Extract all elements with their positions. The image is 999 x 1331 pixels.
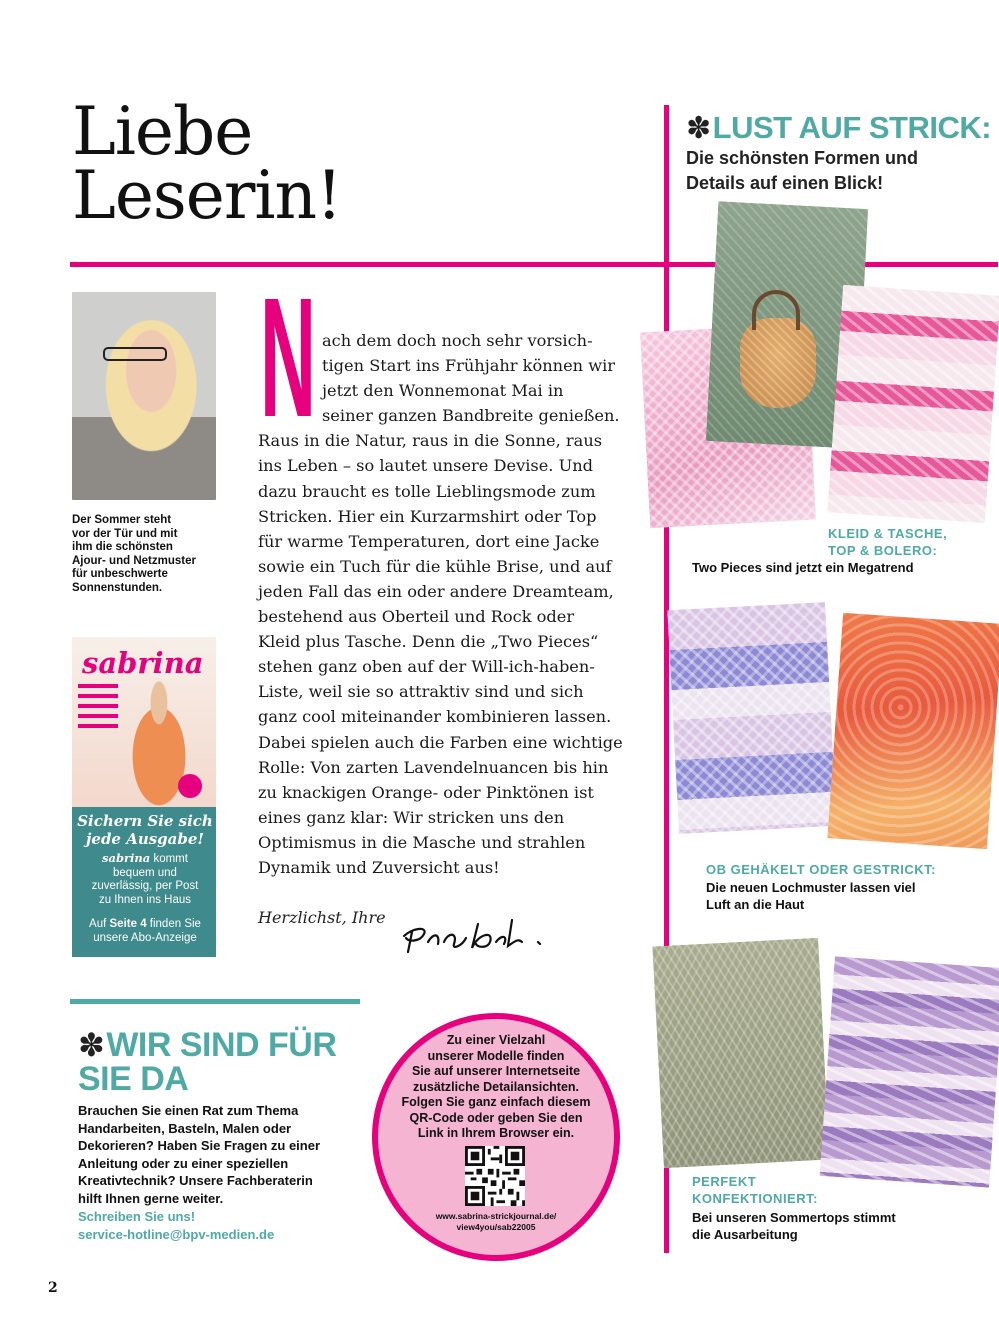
subscription-text (76, 852, 214, 907)
qr-info-line: Link in Ihrem Browser ein. (417, 1126, 575, 1140)
caption-accent-line: PERFEKT (692, 1174, 757, 1189)
qr-info-line: Folgen Sie ganz einfach diesem (401, 1095, 591, 1109)
caption-accent-line: TOP & BOLERO: (828, 543, 938, 558)
bag-shape (740, 318, 816, 408)
subscription-headline-line: Sichern Sie sich (77, 812, 213, 830)
service-text-line: Handarbeiten, Basteln, Malen oder (78, 1120, 292, 1136)
portrait-caption-line: Ajour- und Netzmuster (72, 554, 196, 567)
caption-accent-line: KLEID & TASCHE, (828, 526, 948, 541)
body-line: eines ganz klar: Wir stricken uns den (258, 807, 565, 827)
body-line: jetzt den Wonnemonat Mai in (322, 381, 564, 401)
page-number: 2 (48, 1280, 58, 1296)
subscription-text-line: zuverlässig, per Post (91, 880, 199, 892)
portrait-caption-line: Der Sommer steht (72, 514, 172, 526)
qr-url-line: www.sabrina-strickjournal.de/ (435, 1211, 557, 1221)
caption-accent-line: KONFEKTIONIERT: (692, 1191, 818, 1206)
body-line: für warme Temperaturen, dort eine Jacke (258, 531, 600, 551)
qr-url[interactable] (406, 1211, 586, 1233)
handwritten-signature (398, 912, 558, 956)
portrait-caption-line: ihm die schönsten (72, 541, 173, 553)
qr-info-line: QR-Code oder geben Sie den (409, 1110, 583, 1125)
editor-portrait-photo (72, 292, 216, 500)
glasses-shape (103, 347, 167, 361)
qr-info-line: Zu einer Vielzahl (446, 1033, 546, 1047)
body-line: dazu braucht es tolle Lieblingsmode zum (258, 481, 596, 501)
drop-cap-letter: N (260, 292, 316, 422)
body-line: Liste, weil sie so attraktiv sind und sich (258, 682, 584, 702)
body-line: bestehend aus Oberteil und Rock oder (258, 607, 575, 627)
section-subtitle (686, 146, 976, 196)
body-line: zu knackigen Orange- oder Pinktönen ist (258, 782, 594, 802)
footnote-page-ref[interactable]: Seite 4 (109, 918, 147, 930)
service-text-line: Kreativtechnik? Unsere Fachberaterin (78, 1173, 313, 1188)
lust-subtitle-line: Details auf einen Blick! (686, 173, 884, 193)
footnote-line-2: unsere Abo-Anzeige (93, 931, 197, 944)
portrait-caption-line: vor der Tür und mit (72, 527, 178, 540)
subscription-headline (76, 812, 214, 848)
flower-icon: ✽ (686, 111, 711, 146)
photo-orange-top (827, 613, 999, 850)
subscription-headline-line: jede Ausgabe! (85, 830, 205, 848)
subscription-text-line: kommt (153, 853, 188, 865)
footnote-post: finden Sie (146, 918, 201, 930)
qr-info-line: Sie auf unserer Internetseite (411, 1064, 581, 1078)
signoff: Herzlichst, Ihre (258, 908, 386, 927)
subscription-text-line: zu Ihnen ins Haus (98, 893, 192, 906)
photo-lavender-cardigan (667, 602, 837, 834)
section-title-wir-sind-fuer-sie-da (78, 1028, 378, 1096)
cover-badge-shape (178, 774, 202, 798)
editorial-body-text (258, 328, 623, 880)
photo-pink-stripe-bolero (827, 285, 999, 523)
qr-info-line: zusätzliche Detailansichten. (412, 1079, 580, 1094)
subscription-brand: sabrina (102, 851, 151, 865)
caption-text-3 (692, 1209, 896, 1243)
service-text-line: hilft Ihnen gerne weiter. (78, 1190, 224, 1206)
body-line: jeden Fall das ein oder andere Dreamteam, (258, 581, 614, 601)
caption-accent-2 (706, 861, 936, 878)
body-line: sowie ein Tuch für die kühle Brise, und auf (258, 556, 612, 576)
portrait-caption (72, 514, 222, 595)
service-email-link[interactable]: service-hotline@bpv-medien.de (78, 1227, 275, 1242)
body-line: Raus in die Natur, raus in die Sonne, raus (258, 431, 603, 451)
caption-accent-3 (692, 1173, 818, 1207)
body-line: ins Leben – so lautet unsere Devise. Und (258, 456, 594, 476)
qr-info-text (398, 1033, 594, 1142)
photo-lilac-wave-top (820, 956, 999, 1187)
wir-title-line: SIE DA (78, 1060, 189, 1098)
portrait-caption-line: Sonnenstunden. (72, 581, 163, 594)
caption-accent-1 (828, 525, 947, 559)
cover-headlines-shape (78, 684, 118, 734)
caption-text-line: Die neuen Lochmuster lassen viel (706, 880, 916, 895)
service-text (78, 1102, 363, 1207)
teal-rule (70, 999, 360, 1004)
body-line: Optimismus in die Masche und strahlen (258, 832, 586, 852)
portrait-caption-line: für unbeschwerte (72, 568, 168, 580)
service-text-line: Anleitung oder zu einer speziellen (78, 1155, 289, 1171)
service-text-line: Dekorieren? Haben Sie Fragen zu einer (78, 1138, 321, 1153)
lust-title-text: LUST AUF STRICK: (712, 110, 992, 145)
qr-url-line: view4you/sab22005 (456, 1222, 536, 1232)
write-us-link[interactable]: Schreiben Sie uns! (78, 1209, 196, 1224)
photo-olive-top (652, 938, 829, 1168)
caption-text-2 (706, 879, 916, 913)
headline-line-1: Liebe (72, 93, 253, 170)
magazine-logo: sabrina (82, 646, 204, 680)
bag-handle-shape (752, 290, 800, 330)
body-line: Dynamik und Zuversicht aus! (258, 857, 500, 877)
caption-accent-line: OB GEHÄKELT ODER GESTRICKT: (706, 862, 936, 877)
body-line: stehen ganz oben auf der Will-ich-haben- (258, 657, 595, 677)
lust-subtitle-line: Die schönsten Formen und (686, 148, 919, 168)
body-line: Dabei spielen auch die Farben eine wichtige (258, 732, 623, 752)
wir-title-line: WIR SIND FÜR (106, 1026, 337, 1064)
body-line: Rolle: Von zarten Lavendelnuancen bis hin (258, 757, 609, 777)
body-line: tigen Start ins Frühjahr können wir (322, 356, 616, 376)
body-line: ach dem doch noch sehr vorsich- (322, 331, 593, 350)
qr-info-line: unserer Modelle finden (427, 1048, 565, 1063)
body-line: Kleid plus Tasche. Denn die „Two Pieces“ (258, 632, 599, 652)
caption-text-1: Two Pieces sind jetzt ein Megatrend (692, 560, 914, 575)
body-line: ganz cool miteinander kombinieren lassen. (258, 707, 612, 727)
page-headline (72, 93, 402, 234)
body-line: Stricken. Hier ein Kurzarmshirt oder Top (258, 506, 597, 526)
headline-line-2: Leserin! (72, 157, 342, 234)
body-line: seiner ganzen Bandbreite genießen. (322, 406, 620, 426)
subscription-footnote (76, 918, 214, 945)
subscription-text-line: bequem und (113, 866, 177, 879)
footnote-pre: Auf (89, 918, 110, 930)
caption-text-line: die Ausarbeitung (692, 1227, 798, 1242)
qr-code-icon[interactable] (465, 1146, 525, 1206)
caption-text-line: Luft an die Haut (706, 897, 805, 912)
flower-icon: ✽ (78, 1026, 105, 1064)
caption-text-line: Bei unseren Sommertops stimmt (692, 1210, 896, 1225)
service-text-line: Brauchen Sie einen Rat zum Thema (78, 1103, 299, 1118)
section-title-lust-auf-strick (686, 110, 991, 146)
